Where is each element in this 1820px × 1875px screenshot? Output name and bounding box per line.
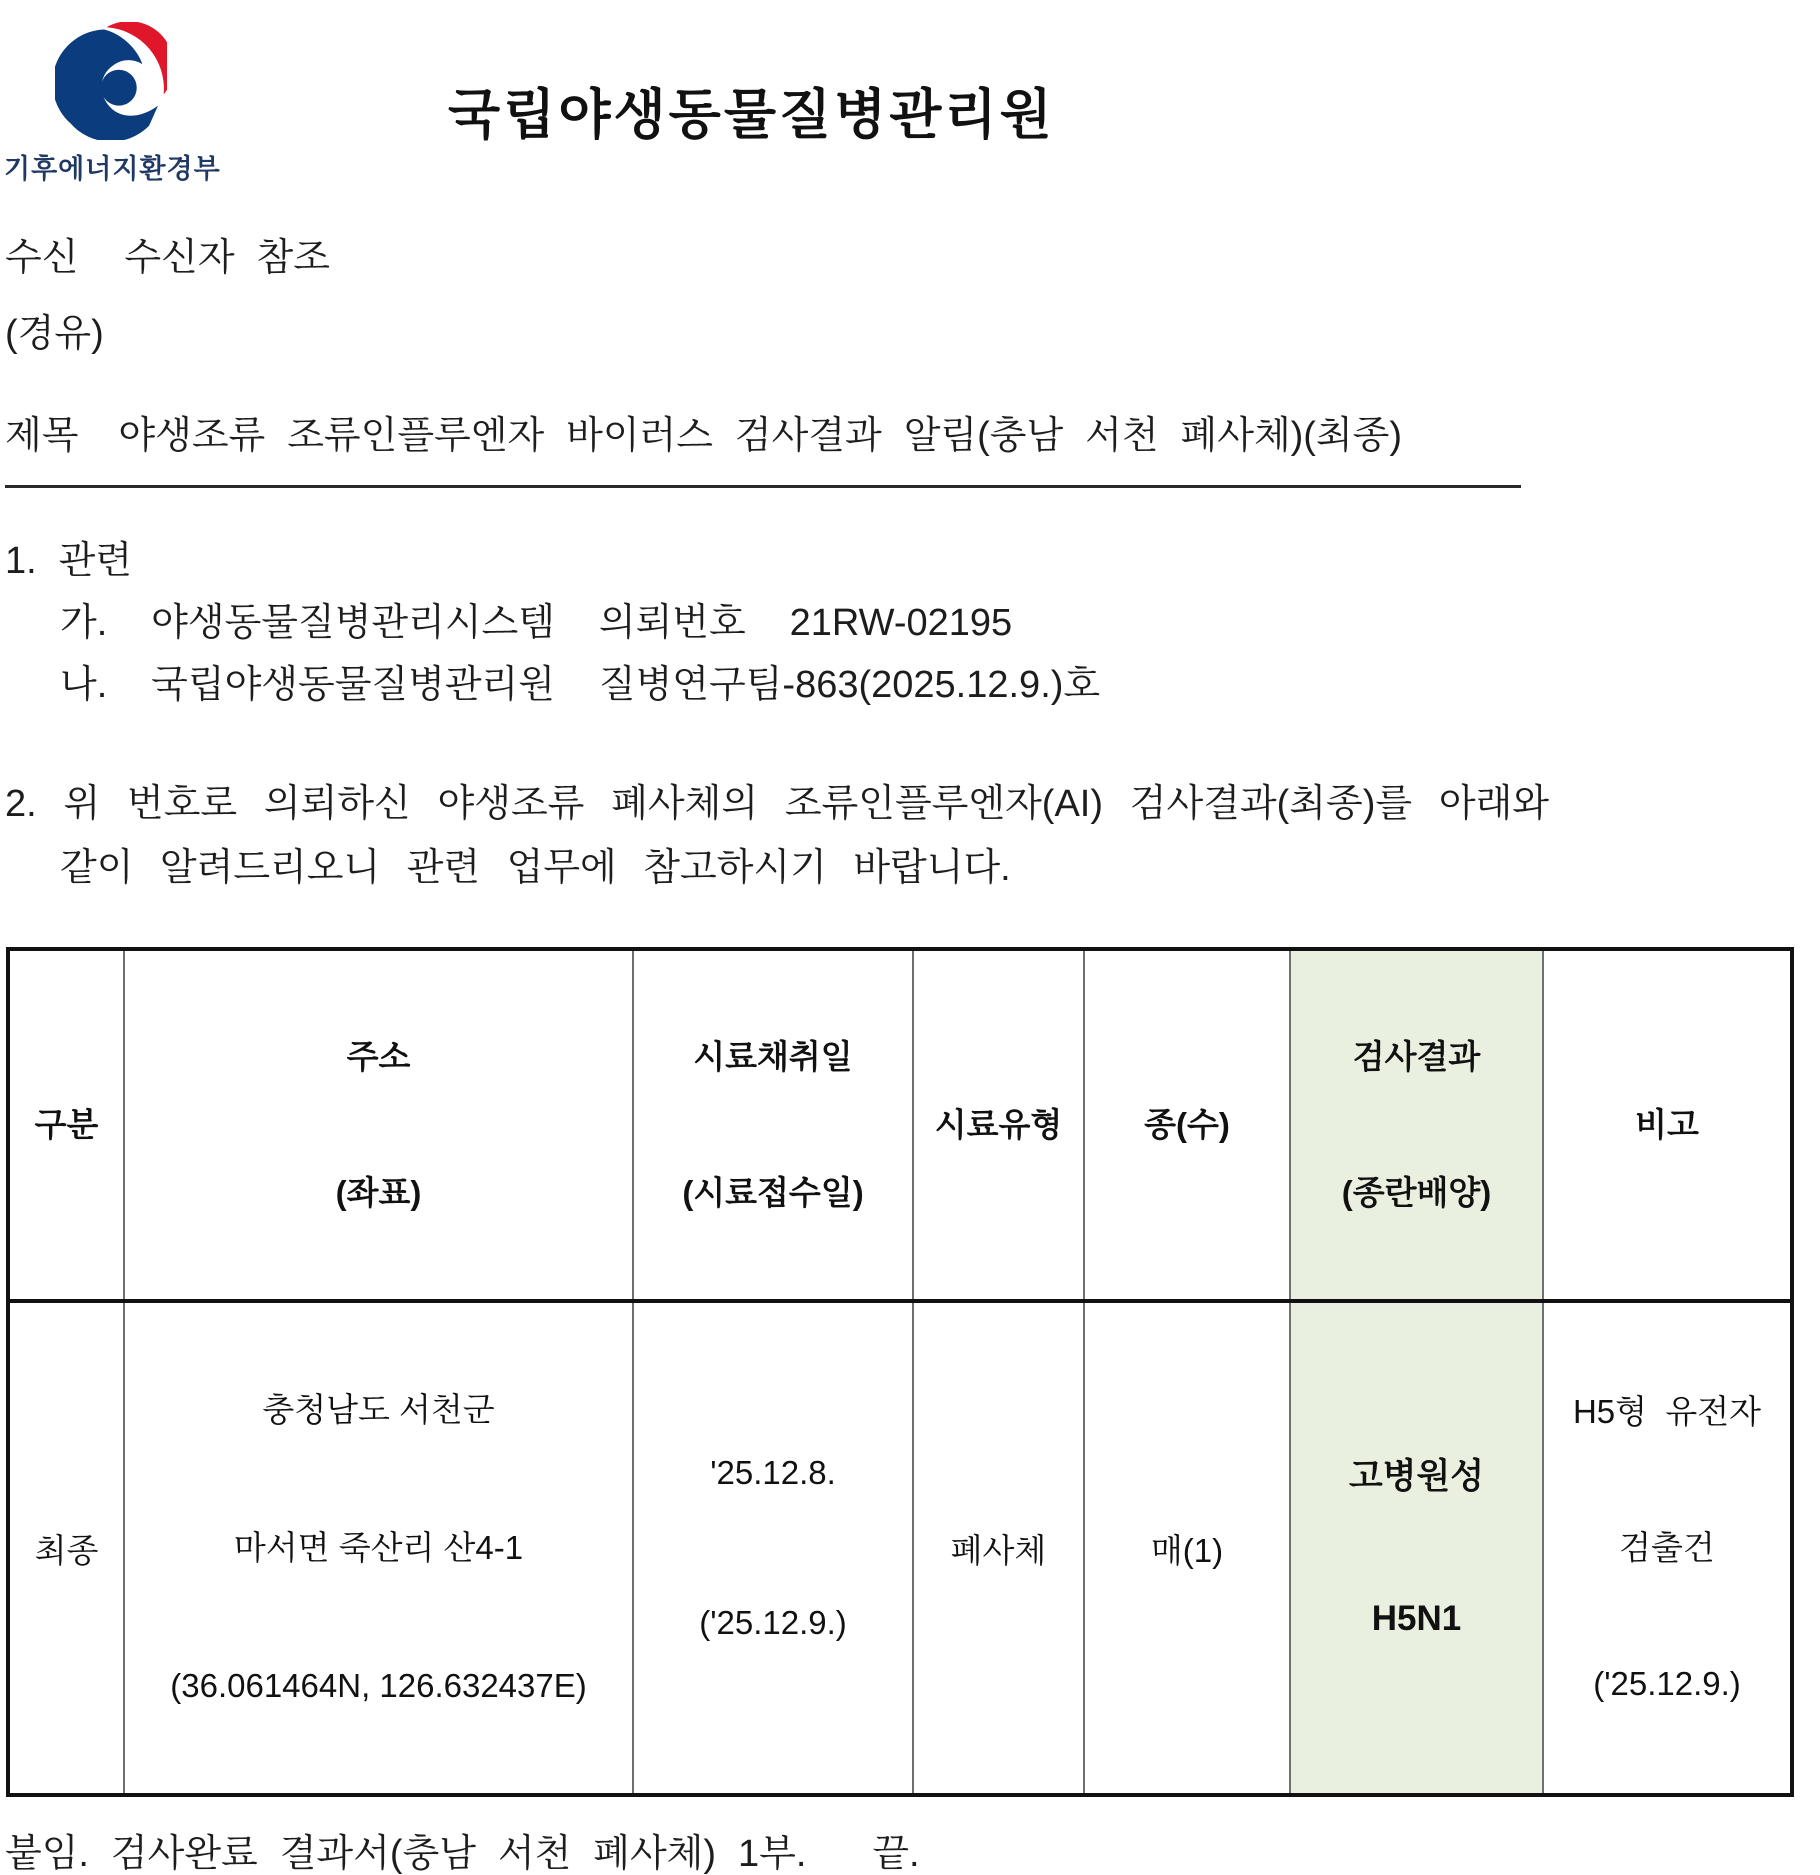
cell-remarks: H5형 유전자 검출건 ('25.12.9.) [1543, 1301, 1792, 1795]
recipient-value: 수신자 참조 [124, 237, 330, 279]
ministry-name: 기후에너지환경부 [4, 154, 221, 184]
header-address: 주소 (좌표) [124, 949, 633, 1301]
table-header-row [8, 949, 1792, 1301]
header-sample-date: 시료채취일 (시료접수일) [633, 949, 913, 1301]
header-gubun: 구분 [8, 949, 124, 1301]
section-2-line1: 2. 위 번호로 의뢰하신 야생조류 폐사체의 조류인플루엔자(AI) 검사결과(최종)를 아래와 [5, 783, 1549, 825]
recipient-label: 수신 [5, 237, 79, 279]
header-species: 종(수) [1084, 949, 1290, 1301]
subject-line [5, 415, 1820, 457]
section-1-heading: 1. 관련 [5, 540, 133, 582]
cell-result: 고병원성 H5N1 [1290, 1301, 1543, 1795]
subject-text: 야생조류 조류인플루엔자 바이러스 검사결과 알림(충남 서천 폐사체)(최종) [118, 415, 1403, 457]
via-line: (경유) [5, 313, 104, 355]
cell-gubun: 최종 [8, 1301, 124, 1795]
korea-government-emblem-icon [55, 22, 167, 140]
table-row [8, 1301, 1792, 1795]
ai-test-results-table [6, 947, 1794, 1797]
header-result: 검사결과 (종란배양) [1290, 949, 1543, 1301]
section-2-line2: 같이 알려드리오니 관련 업무에 참고하시기 바랍니다. [60, 847, 1011, 889]
header-remarks: 비고 [1543, 949, 1792, 1301]
cell-address: 충청남도 서천군 마서면 죽산리 산4-1 (36.061464N, 126.632437E) [124, 1301, 633, 1795]
cell-sample-date: '25.12.8. ('25.12.9.) [633, 1301, 913, 1795]
document-title: 국립야생동물질병관리원 [448, 85, 1055, 145]
subject-label: 제목 [5, 415, 79, 457]
subject-divider [5, 485, 1521, 488]
ref-item-na: 나. 국립야생동물질병관리원 질병연구팀-863(2025.12.9.)호 [60, 664, 1101, 706]
recipient-line [5, 237, 1820, 279]
ref-item-ga: 가. 야생동물질병관리시스템 의뢰번호 21RW-02195 [60, 602, 1013, 644]
cell-species: 매(1) [1084, 1301, 1290, 1795]
header-sample-type: 시료유형 [913, 949, 1084, 1301]
attachment-line: 붙임. 검사완료 결과서(충남 서천 폐사체) 1부. 끝. [5, 1833, 920, 1875]
cell-sample-type: 폐사체 [913, 1301, 1084, 1795]
